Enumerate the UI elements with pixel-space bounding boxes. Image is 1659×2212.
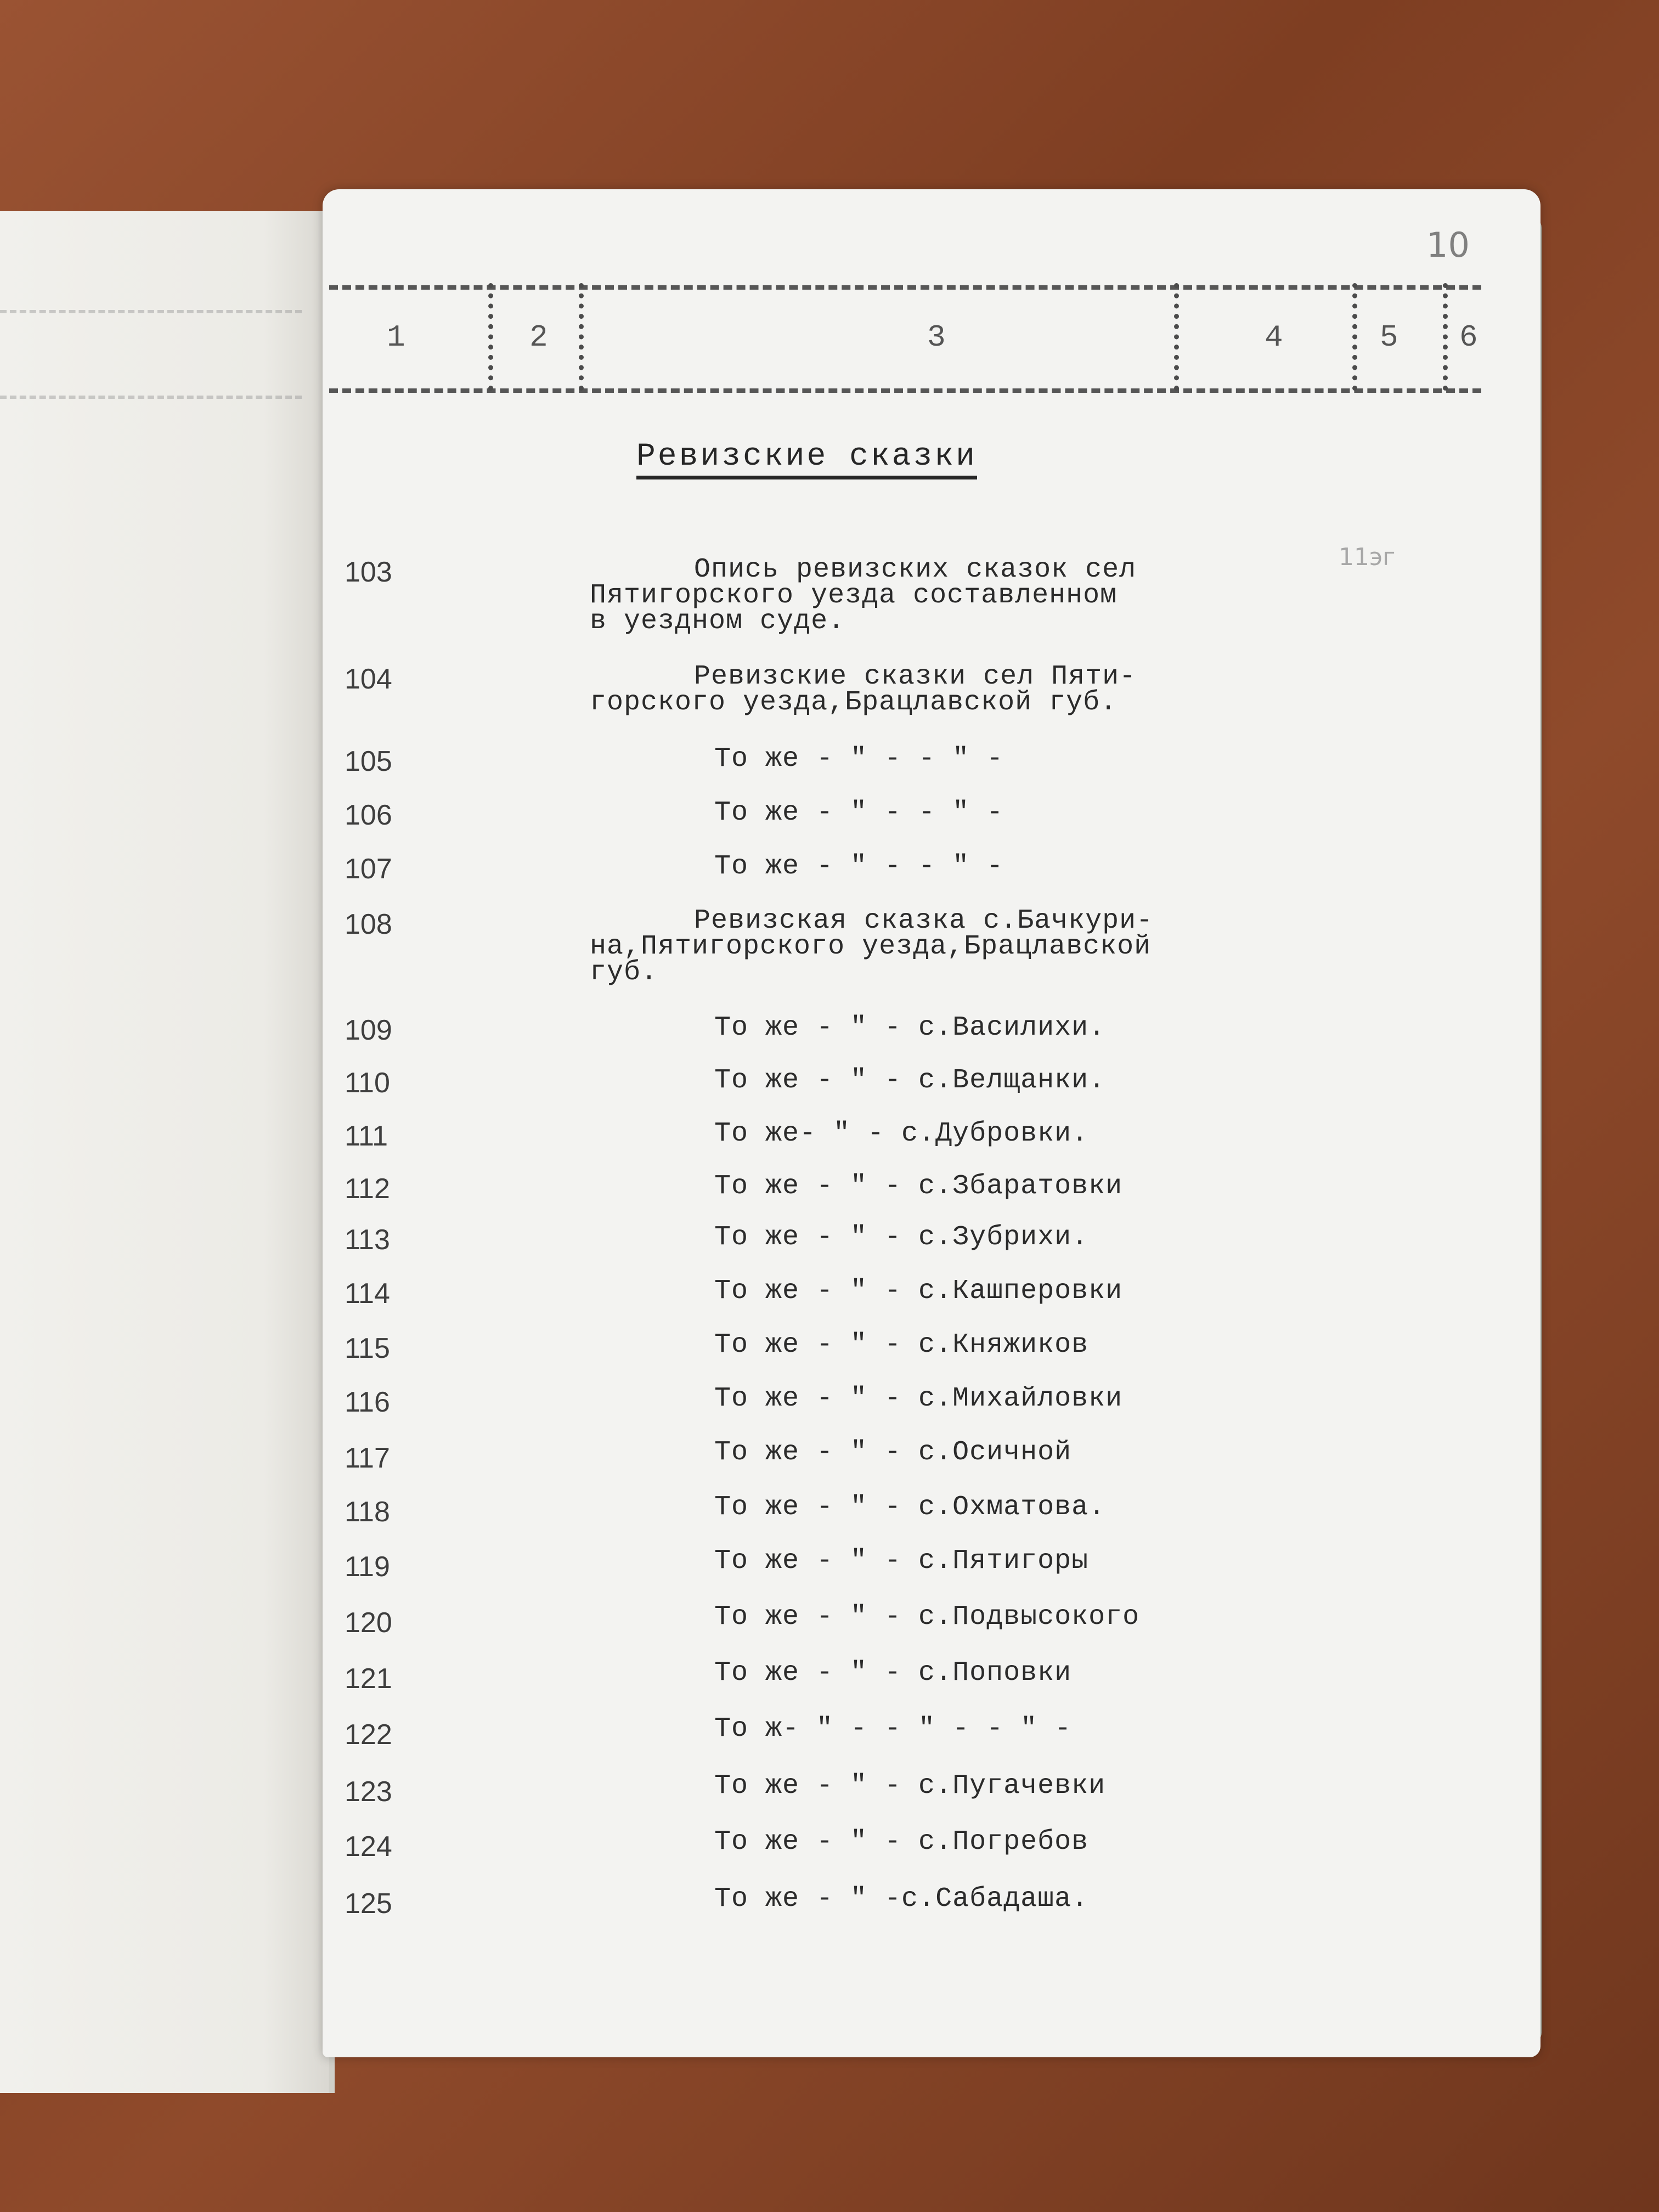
entry-text (590, 554, 1137, 637)
entry-number: 123 (345, 1776, 392, 1808)
entry-line: горского уезда,Брацлавской губ. (590, 687, 1118, 718)
entry-line: губ. (590, 957, 658, 988)
column-number-1: 1 (387, 320, 405, 355)
entry-line: Опись ревизских сказок сел (694, 554, 1137, 585)
column-separator (579, 283, 584, 391)
left-facing-page (0, 211, 335, 2093)
column-number-5: 5 (1380, 320, 1398, 355)
entry-number: 113 (345, 1224, 390, 1256)
entry-text: То же - " -с.Сабадаша. (714, 1883, 1089, 1915)
entry-line: на,Пятигорского уезда,Брацлавской (590, 931, 1152, 962)
entry-number: 114 (345, 1278, 390, 1310)
entry-text: То же - " - с.Василихи. (714, 1012, 1106, 1043)
entry-number: 106 (345, 799, 392, 831)
page-title: Ревизские сказки (636, 439, 977, 479)
pencil-note: 11эг (1339, 543, 1396, 571)
entry-number: 117 (345, 1442, 390, 1474)
column-separator (1352, 283, 1357, 391)
entry-number: 121 (345, 1663, 392, 1695)
entry-text: То же - " - с.Княжиков (714, 1329, 1089, 1361)
column-header-grid (329, 285, 1481, 393)
entry-text: То же - " - с.Кашперовки (714, 1276, 1123, 1307)
entry-text (590, 661, 1137, 718)
entry-text: То же - " - с.Зубрихи. (714, 1222, 1089, 1253)
entry-text: То же - " - - " - (714, 797, 1004, 828)
left-page-faded-header (0, 310, 302, 399)
entry-text: То же - " - - " - (714, 851, 1004, 882)
entry-number: 107 (345, 853, 392, 885)
entry-line: в уездном суде. (590, 606, 845, 637)
column-separator (1443, 283, 1448, 391)
entry-number: 103 (345, 556, 392, 588)
entry-text: То же- " - с.Дубровки. (714, 1118, 1089, 1149)
entry-text: То же - " - с.Осичной (714, 1437, 1072, 1468)
entry-number: 105 (345, 746, 392, 777)
entry-number: 115 (345, 1333, 390, 1364)
entry-number: 109 (345, 1014, 392, 1046)
entry-number: 119 (345, 1551, 390, 1583)
entry-text: То же - " - с.Подвысокого (714, 1601, 1140, 1633)
entry-number: 125 (345, 1888, 392, 1920)
column-separator (1174, 283, 1179, 391)
entry-number: 118 (345, 1496, 390, 1528)
entry-number: 112 (345, 1173, 390, 1205)
entry-text: То же - " - с.Михайловки (714, 1383, 1123, 1414)
entry-number: 122 (345, 1719, 392, 1751)
entry-number: 120 (345, 1607, 392, 1639)
column-number-3: 3 (927, 320, 946, 355)
column-separator (488, 283, 493, 391)
entry-text: То же - " - с.Пятигоры (714, 1545, 1089, 1577)
folio-number: 10 (1426, 225, 1470, 265)
column-number-2: 2 (529, 320, 548, 355)
entry-number: 108 (345, 909, 392, 940)
entry-text: То же - " - с.Пугачевки (714, 1770, 1106, 1802)
entry-text: То же - " - - " - (714, 743, 1004, 775)
entry-text (590, 905, 1154, 988)
entry-text: То же - " - с.Погребов (714, 1826, 1089, 1858)
entry-text: То ж- " - - " - - " - (714, 1713, 1072, 1745)
entry-text: То же - " - с.Поповки (714, 1657, 1072, 1689)
entry-line: Ревизские сказки сел Пяти- (694, 661, 1137, 692)
entry-number: 111 (345, 1120, 388, 1152)
entry-text: То же - " - с.Велщанки. (714, 1065, 1106, 1096)
column-number-4: 4 (1265, 320, 1283, 355)
entry-text: То же - " - с.Охматова. (714, 1492, 1106, 1523)
column-number-6: 6 (1459, 320, 1478, 355)
entry-line: Ревизская сказка с.Бачкури- (694, 905, 1154, 936)
entry-number: 104 (345, 663, 392, 695)
entry-text: То же - " - с.Збаратовки (714, 1171, 1123, 1202)
entry-number: 116 (345, 1386, 390, 1418)
entry-line: Пятигорского уезда составленном (590, 580, 1118, 611)
entry-number: 110 (345, 1067, 390, 1099)
entry-number: 124 (345, 1831, 392, 1863)
